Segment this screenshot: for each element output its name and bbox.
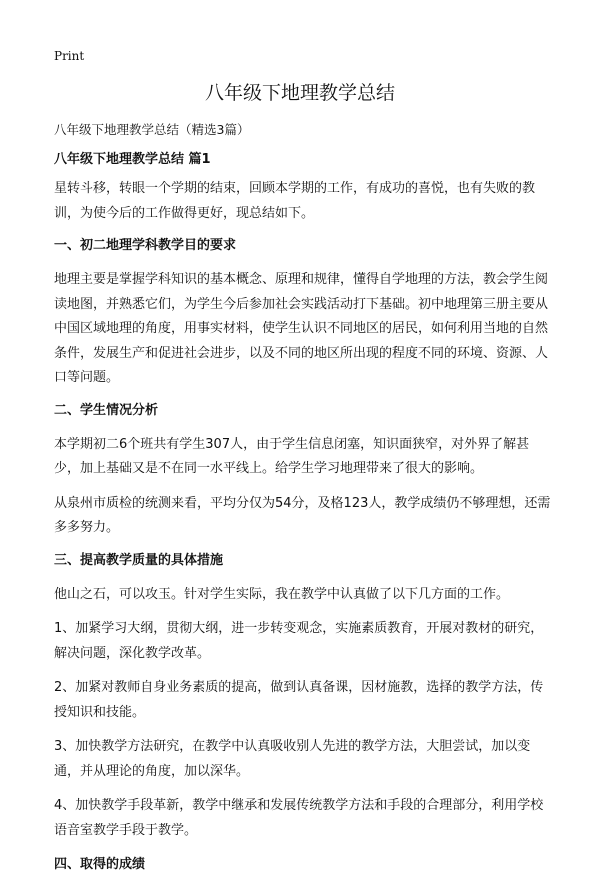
- article-heading: 八年级下地理教学总结 篇1: [54, 152, 211, 167]
- document-title: 八年级下地理教学总结: [204, 82, 395, 104]
- section-paragraph: 从泉州市质检的统测来看，平均分仅为54分，及格123人，教学成绩仍不够理想，还需多多努力。: [54, 495, 551, 535]
- section-paragraph: 本学期初二6个班共有学生307人，由于学生信息闭塞，知识面狭窄，对外界了解甚少，加上基础又是不在同一水平线上。给学生学习地理带来了很大的影响。: [54, 436, 530, 476]
- section-heading: 二、学生情况分析: [54, 402, 159, 418]
- section-paragraph: 1、加紧学习大纲，贯彻大纲，进一步转变观念，实施素质教育，开展对教材的研究，解决问题，深化教学改革。: [54, 621, 544, 661]
- intro-paragraph: 星转斗移，转眼一个学期的结束，回顾本学期的工作，有成功的喜悦，也有失败的教训，为使今后的工作做得更好，现总结如下。: [54, 181, 536, 221]
- section-paragraph: 3、加快教学方法研究，在教学中认真吸收别人先进的教学方法，大胆尝试，加以变通，并从理论的角度，加以深华。: [54, 739, 531, 779]
- section-paragraph: 4、加快教学手段革新，教学中继承和发展传统教学方法和手段的合理部分，利用学校语音室教学手段于教学。: [54, 798, 544, 838]
- section-heading: 一、初二地理学科教学目的要求: [54, 238, 237, 253]
- print-link[interactable]: Print: [54, 49, 85, 63]
- section-paragraph: 2、加紧对教师自身业务素质的提高，做到认真备课，因材施教，选择的教学方法，传授知识和技能。: [54, 680, 544, 720]
- section-heading: 三、提高教学质量的具体措施: [54, 552, 224, 568]
- document-subtitle: 八年级下地理教学总结（精选3篇）: [54, 122, 250, 137]
- section-paragraph: 地理主要是掌握学科知识的基本概念、原理和规律，懂得自学地理的方法，教会学生阅读地图，并熟悉它们，为学生今后参加社会实践活动打下基础。初中地理第三册主要从中国区域地理的角度，用事实材料，使学生认识不同地区的居民，如何利用当地的自然条件，发展生产和促进社会进步，以及不同的地区所出现的程度不同的环境、资源、人口等问题。: [54, 272, 549, 385]
- article-body: [54, 150, 554, 875]
- section-heading: 四、取得的成绩: [54, 857, 146, 872]
- section-paragraph: 他山之石，可以攻玉。针对学生实际，我在教学中认真做了以下几方面的工作。: [54, 586, 510, 602]
